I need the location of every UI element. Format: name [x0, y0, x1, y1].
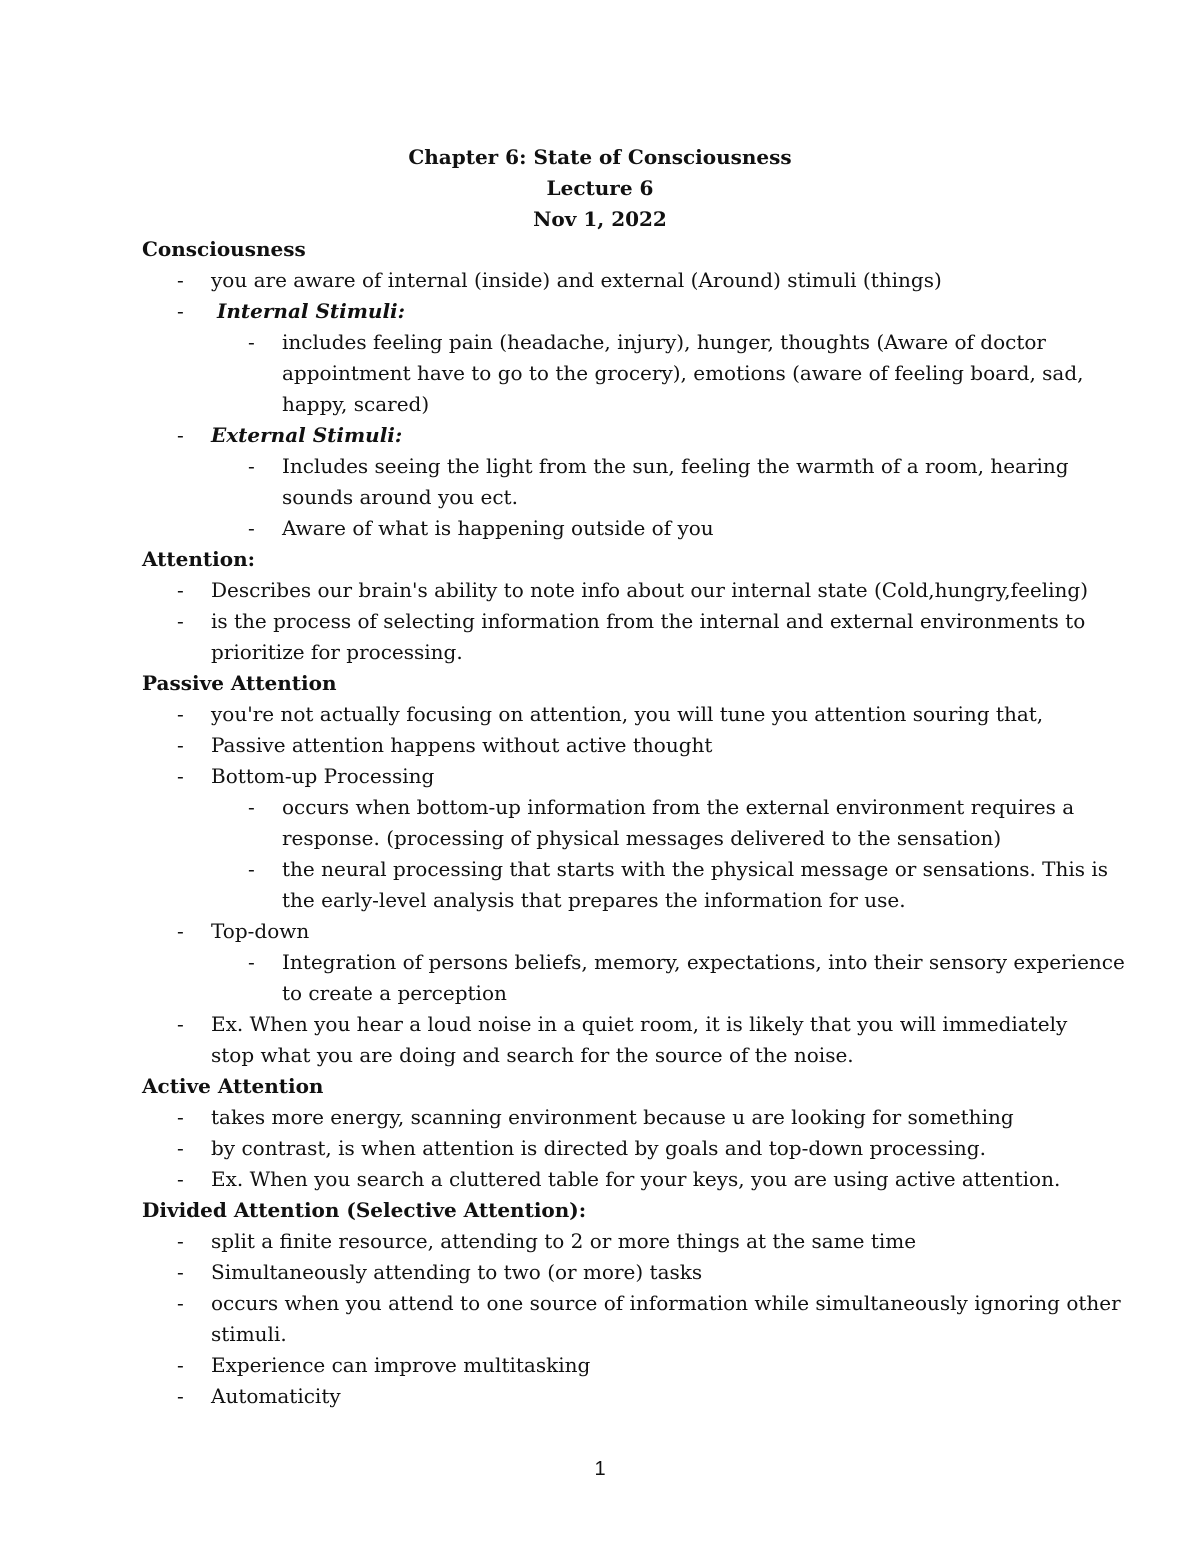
list-item [142, 1133, 1082, 1164]
section-heading-active-attention: Active Attention [142, 1074, 324, 1098]
bullet-dash: - [177, 1353, 184, 1377]
list-item-continuation: the early-level analysis that prepares the information for use. [282, 888, 906, 912]
list-item [142, 1288, 1121, 1319]
list-item-continuation: to create a perception [282, 981, 507, 1005]
list-item [142, 265, 1082, 296]
section-heading-attention: Attention: [142, 547, 256, 571]
page-number: 1 [594, 1458, 606, 1480]
list-item-continuation: prioritize for processing. [211, 640, 463, 664]
list-item [142, 1009, 1082, 1040]
section-heading-consciousness: Consciousness [142, 237, 306, 261]
list-item-text: Describes our brain's ability to note info about our internal state (Cold,hungry,feeling) [211, 578, 1089, 602]
bullet-dash: - [177, 1384, 184, 1408]
list-item-text: split a finite resource, attending to 2 or more things at the same time [211, 1229, 917, 1253]
list-item [142, 916, 1082, 947]
list-item [142, 1350, 1082, 1381]
list-item [142, 1102, 1082, 1133]
bullet-dash: - [177, 578, 184, 602]
list-item [142, 792, 1082, 823]
list-item [142, 327, 1082, 358]
list-item-text: Ex. When you search a cluttered table for your keys, you are using active attention. [211, 1167, 1061, 1191]
list-item [142, 699, 1082, 730]
bullet-dash: - [177, 1105, 184, 1129]
list-item [142, 730, 1082, 761]
list-item-text: Top-down [211, 919, 310, 943]
bullet-dash: - [177, 609, 184, 633]
list-item-continuation: stop what you are doing and search for the source of the noise. [211, 1043, 854, 1067]
document-body [142, 234, 1125, 1412]
list-item-text: you are aware of internal (inside) and external (Around) stimuli (things) [211, 268, 942, 292]
list-item-continuation: sounds around you ect. [282, 485, 518, 509]
list-item [142, 420, 1082, 451]
list-item-text: includes feeling pain (headache, injury), hunger, thoughts (Aware of doctor [282, 330, 1046, 354]
document-title: Chapter 6: State of Consciousness [408, 145, 792, 169]
list-item [142, 606, 1086, 637]
bullet-dash: - [177, 299, 184, 323]
subheading-external-stimuli: External Stimuli: [211, 423, 403, 447]
list-item-text: by contrast, is when attention is directed by goals and top-down processing. [211, 1136, 986, 1160]
bullet-dash: - [248, 454, 255, 478]
list-item-text: Simultaneously attending to two (or more) tasks [211, 1260, 703, 1284]
list-item [142, 1164, 1082, 1195]
list-item-text: Integration of persons beliefs, memory, expectations, into their sensory experience [282, 950, 1125, 974]
list-item-text: Automaticity [211, 1384, 341, 1408]
section-heading-divided-attention: Divided Attention (Selective Attention): [142, 1198, 587, 1222]
list-item-text: Experience can improve multitasking [211, 1353, 591, 1377]
document-subtitle: Lecture 6 [546, 176, 654, 200]
bullet-dash: - [177, 1260, 184, 1284]
list-item [142, 575, 1089, 606]
list-item [142, 947, 1125, 978]
document-header [0, 142, 1200, 235]
list-item-text: Passive attention happens without active thought [211, 733, 713, 757]
document-date: Nov 1, 2022 [533, 207, 667, 231]
list-item-text: occurs when you attend to one source of information while simultaneously ignoring other [211, 1291, 1121, 1315]
list-item-text: is the process of selecting information from the internal and external environments to [211, 609, 1086, 633]
section-heading-passive-attention: Passive Attention [142, 671, 337, 695]
list-item-continuation: appointment have to go to the grocery), emotions (aware of feeling board, sad, [282, 361, 1084, 385]
bullet-dash: - [177, 919, 184, 943]
list-item [142, 1381, 1082, 1412]
list-item [142, 761, 1082, 792]
list-item [142, 513, 1082, 544]
bullet-dash: - [248, 795, 255, 819]
bullet-dash: - [177, 702, 184, 726]
bullet-dash: - [248, 857, 255, 881]
list-item-text: you're not actually focusing on attention, you will tune you attention souring that, [211, 702, 1044, 726]
list-item [142, 451, 1082, 482]
list-item-continuation: stimuli. [211, 1322, 287, 1346]
list-item-text: Includes seeing the light from the sun, feeling the warmth of a room, hearing [282, 454, 1069, 478]
list-item [142, 854, 1109, 885]
list-item [142, 296, 1082, 327]
bullet-dash: - [177, 1136, 184, 1160]
list-item-text: Ex. When you hear a loud noise in a quiet room, it is likely that you will immediately [211, 1012, 1068, 1036]
list-item-text: Bottom-up Processing [211, 764, 435, 788]
list-item-text: the neural processing that starts with the physical message or sensations. This is [282, 857, 1109, 881]
list-item-text: occurs when bottom-up information from the external environment requires a [282, 795, 1075, 819]
list-item-text: Aware of what is happening outside of you [282, 516, 714, 540]
list-item-text: takes more energy, scanning environment because u are looking for something [211, 1105, 1014, 1129]
bullet-dash: - [177, 1229, 184, 1253]
bullet-dash: - [177, 733, 184, 757]
list-item-continuation: happy, scared) [282, 392, 430, 416]
list-item [142, 1257, 1082, 1288]
bullet-dash: - [177, 1167, 184, 1191]
bullet-dash: - [248, 516, 255, 540]
bullet-dash: - [248, 330, 255, 354]
list-item [142, 1226, 1082, 1257]
bullet-dash: - [177, 1012, 184, 1036]
bullet-dash: - [177, 1291, 184, 1315]
list-item-continuation: response. (processing of physical messages delivered to the sensation) [282, 826, 1002, 850]
bullet-dash: - [177, 764, 184, 788]
bullet-dash: - [177, 423, 184, 447]
bullet-dash: - [248, 950, 255, 974]
bullet-dash: - [177, 268, 184, 292]
subheading-internal-stimuli: Internal Stimuli: [217, 299, 406, 323]
